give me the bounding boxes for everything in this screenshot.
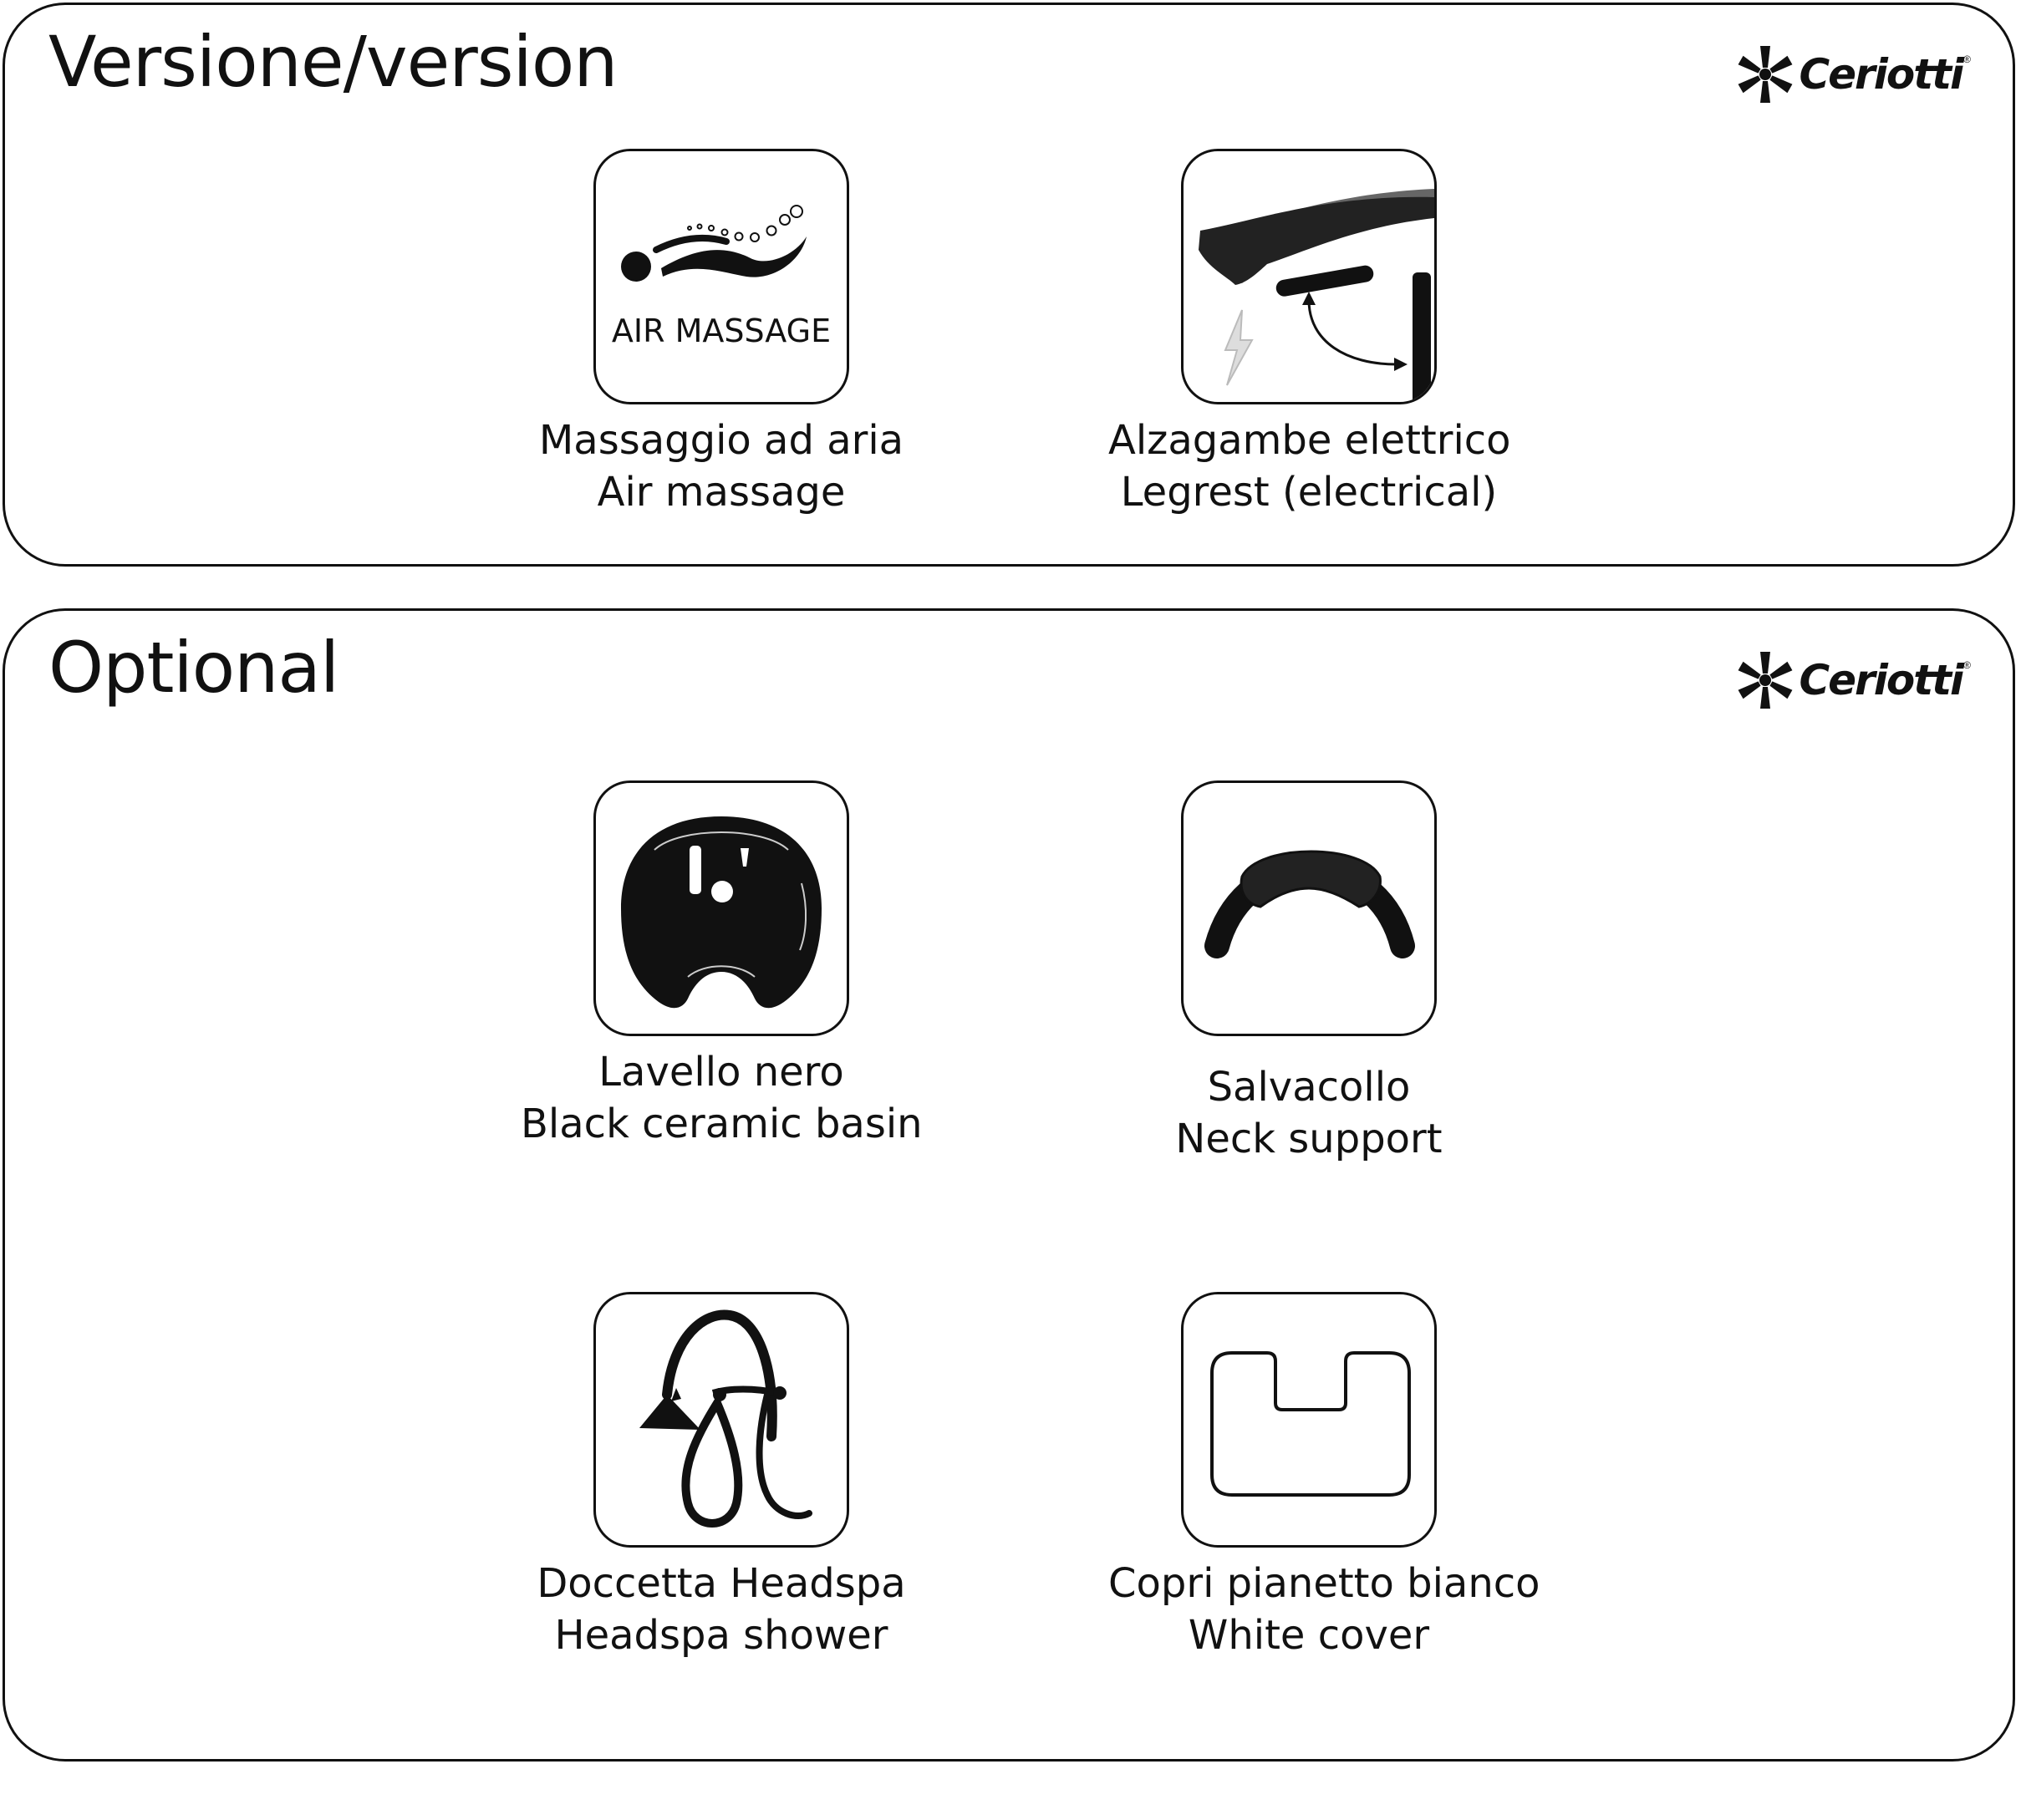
black-basin-icon-box <box>593 780 849 1036</box>
electric-legrest-label-it: Alzagambe elettrico <box>1108 417 1511 464</box>
air-massage-label-it: Massaggio ad aria <box>538 417 904 464</box>
black-basin-caption <box>521 1046 922 1150</box>
white-cover-label-en: White cover <box>1188 1612 1430 1659</box>
white-cover-label-it: Copri pianetto bianco <box>1108 1560 1540 1607</box>
brand-registered-mark: ® <box>1963 659 1971 671</box>
brand-logo <box>1733 45 1971 104</box>
air-massage-caption <box>521 414 922 518</box>
air-massage-icon-text: AIR MASSAGE <box>611 313 832 349</box>
headspa-shower-caption <box>521 1558 922 1661</box>
headspa-shower-icon <box>596 1294 847 1545</box>
white-cover-icon <box>1184 1294 1434 1545</box>
air-massage-label-en: Air massage <box>597 469 846 516</box>
white-cover-caption <box>1108 1558 1540 1661</box>
electric-legrest-icon-box <box>1181 149 1437 404</box>
neck-support-label-it: Salvacollo <box>1207 1064 1411 1111</box>
neck-support-icon <box>1184 783 1434 1034</box>
brand-registered-mark: ® <box>1963 53 1971 65</box>
headspa-shower-icon-box <box>593 1292 849 1548</box>
feature-neck-support <box>1108 780 1509 1165</box>
brand-snowflake-icon <box>1733 651 1797 709</box>
version-panel <box>3 3 2015 567</box>
feature-black-basin <box>521 780 922 1150</box>
black-basin-label-en: Black ceramic basin <box>521 1101 923 1147</box>
feature-white-cover <box>1108 1292 1540 1661</box>
white-cover-icon-box <box>1181 1292 1437 1548</box>
electric-legrest-caption <box>1108 414 1509 518</box>
feature-electric-legrest <box>1108 149 1509 518</box>
headspa-shower-label-it: Doccetta Headspa <box>537 1560 906 1607</box>
neck-support-caption <box>1108 1061 1509 1165</box>
feature-air-massage <box>521 149 922 518</box>
black-basin-label-it: Lavello nero <box>598 1049 844 1096</box>
electric-legrest-icon <box>1184 151 1434 402</box>
brand-logo <box>1733 651 1971 709</box>
optional-section-title: Optional <box>48 627 339 709</box>
headspa-shower-label-en: Headspa shower <box>554 1612 888 1659</box>
brand-snowflake-icon <box>1733 45 1797 104</box>
electric-legrest-label-en: Legrest (electrical) <box>1120 469 1498 516</box>
air-massage-icon-box <box>593 149 849 404</box>
air-massage-icon <box>596 151 847 402</box>
version-section-title: Versione/version <box>48 21 618 103</box>
neck-support-icon-box <box>1181 780 1437 1036</box>
neck-support-label-en: Neck support <box>1175 1116 1443 1162</box>
brand-name: Ceriotti <box>1799 50 1963 99</box>
brand-name: Ceriotti <box>1799 656 1963 704</box>
black-basin-icon <box>596 783 847 1034</box>
optional-panel <box>3 608 2015 1762</box>
feature-headspa-shower <box>521 1292 922 1661</box>
